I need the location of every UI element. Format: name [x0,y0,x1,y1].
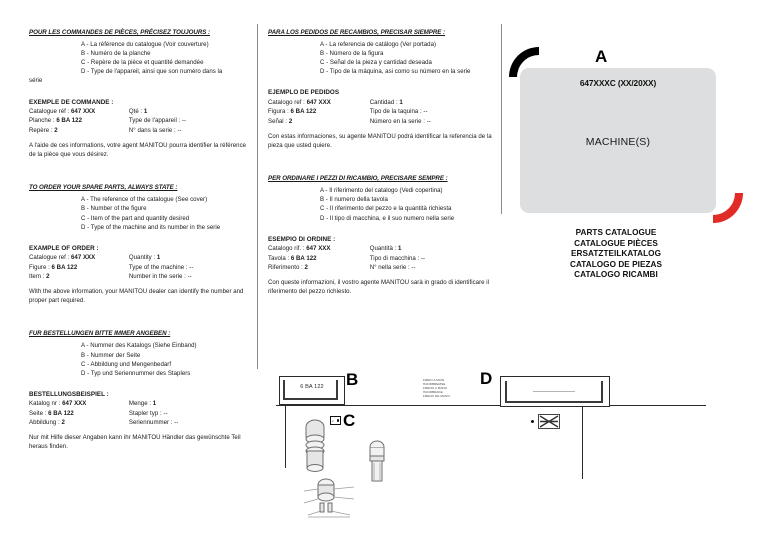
table-cell [268,254,370,263]
cell-value: 1 [143,108,148,116]
part-illustration-right-upper [300,413,330,478]
order-item: C - Abbildung und Mengenbedarf [81,360,172,368]
brake-caption-line: FRENO A MANO [423,386,448,391]
table-cell [29,409,129,418]
cell-label: Stapler typ : [128,409,162,417]
instructions-block-german [29,329,251,451]
cell-value: 647 XXX [306,99,331,107]
table-row [29,272,251,281]
instructions-block-french [29,28,251,159]
example-heading-spanish: EJEMPLO DE PEDIDOS [268,89,340,97]
cell-value: -- [423,108,428,116]
table-row [268,98,494,107]
cell-value: -- [421,254,426,262]
cell-value: 2 [304,263,308,271]
table-cell [129,399,251,408]
table-row [29,418,251,427]
column-divider-left [257,24,258,369]
crossed-box-icon [539,415,559,428]
order-item: D - Type of the machine and its number in the serie [81,223,221,231]
figure-number-text: 6 BA 122 [300,384,324,390]
order-item: D - Typ und Seriennummer des Staplers [81,369,191,377]
order-item: B - Number of the figure [81,205,147,213]
callout-letter-d: D [480,369,493,388]
order-heading-german: FUR BESTELLUNGEN BITTE IMMER ANGEBEN : [29,330,171,338]
table-row [268,117,494,126]
closing-text-german: Nur mit Hilfe dieser Angaben kann ihr MANITOU Händler das gewünschte Teil heraus finden. [29,434,241,451]
callout-letter-a: A [595,47,608,66]
cell-label: Catalogo ref : [268,99,305,107]
order-item: A - The reference of the catalogue (See cover) [81,196,208,204]
machine-label-text: MACHINE(S) [585,136,651,148]
machine-type-box [500,376,610,407]
brake-caption-line: FRENO DE MANO [423,394,450,399]
cell-label: Item : [29,272,45,280]
machine-reference-text: 647XXXC (XX/20XX) [579,78,657,88]
cell-value: -- [187,272,192,280]
diagram-vertical-rule-left [285,405,286,468]
table-cell [268,244,370,253]
table-cell [29,107,129,116]
brake-caption-line: FREIN A MAIN [423,378,445,382]
part-drawing-exploded-icon [298,475,368,521]
example-heading-french: EXEMPLE DE COMMANDE : [29,98,114,106]
order-item: A - La référence du catalogue (Voir couverture) [81,41,209,49]
column-divider-right [501,24,502,214]
table-row [29,399,251,408]
catalogue-titles [507,228,725,281]
machine-type-box-inner [505,381,603,403]
order-item: C - Il riferimento del pezzo e la quantità richiesta [320,205,452,213]
table-cell [129,126,251,135]
cell-value: 647 XXX [71,254,96,262]
cell-value: 647 XXX [71,108,96,116]
table-cell [129,253,251,262]
order-item: C - Item of the part and quantity desired [81,214,190,222]
order-item: A - Il riferimento del catalogo (Vedi copertina) [320,187,443,195]
table-row [268,263,494,272]
cell-label: Qté : [128,108,143,116]
instructions-block-spanish [268,28,494,150]
table-row [29,116,251,125]
cell-label: Catalogue réf : [29,108,70,116]
callout-letter-c: C [343,411,356,430]
table-cell [268,98,370,107]
order-item: D - Tipo de la máquina, asi como su número en la serie [320,68,471,76]
order-heading-italian: PER ORDINARE I PEZZI DI RICAMBIO, PRECISARE SEMPRE : [268,175,448,183]
cell-value: 647 XXX [306,245,331,253]
table-cell [29,418,129,427]
cell-value: 1 [399,99,403,107]
table-cell [268,263,370,272]
cell-value: 647 XXX [62,400,87,408]
cell-label: Catalogue ref : [29,254,70,262]
instructions-column-left [29,28,251,459]
cell-value: 6 BA 122 [51,263,78,271]
closing-text-english: With the above information, your MANITOU dealer can identify the number and proper part required. [29,288,244,305]
table-row [268,244,494,253]
table-row [29,263,251,272]
cell-label: Catalogo rif. : [268,245,305,253]
order-items-english [29,195,251,231]
closing-text-spanish: Con estas informaciones, su agente MANITOU podrá identificar la referencia de la pieza que usted quiere. [268,132,492,150]
table-cell [129,107,251,116]
example-table-french [29,107,251,135]
order-items-french [29,40,251,76]
diagram-horizontal-rule [276,405,706,406]
example-heading-german: BESTELLUNGSBEISPIEL : [29,390,109,398]
table-cell [29,126,129,135]
cell-value: 1 [156,254,161,262]
table-cell [29,399,129,408]
cell-label: Número en la serie : [369,117,425,125]
order-heading-spanish: PARA LOS PEDIDOS DE RECAMBIOS, PRECISAR SIEMPRE : [268,29,446,36]
brake-caption [423,378,450,398]
table-row [268,254,494,263]
cell-label: Number in the serie : [128,272,186,280]
cell-label: Riferimento : [268,263,303,271]
cell-value: 6 BA 122 [290,108,317,116]
part-illustration-right-lower [298,475,368,526]
item-marker-dot-icon [337,419,340,422]
table-row [29,409,251,418]
cell-value: 1 [398,245,402,253]
table-cell [129,418,251,427]
cell-label: Quantità : [369,245,397,253]
cell-label: Type of the machine : [128,263,188,271]
cell-value: 2 [288,117,293,125]
order-heading-english: TO ORDER YOUR SPARE PARTS, ALWAYS STATE : [29,184,178,192]
table-cell [268,117,370,126]
cell-value: -- [411,263,416,271]
cell-label: Figure : [29,263,50,271]
cell-label: Planche : [29,117,55,125]
cell-value: 6 BA 122 [290,254,317,262]
order-item: B - Número de la figura [320,50,384,58]
cell-label: N° nella serie : [369,263,410,271]
order-heading-french: POUR LES COMMANDES DE PIÈCES, PRÉCISEZ TOUJOURS : [29,29,211,36]
table-cell [370,244,494,253]
table-row [29,253,251,262]
instructions-block-italian [268,174,494,296]
table-row [29,107,251,116]
cell-label: N° dans la serie : [128,126,176,134]
catalogue-title-line: CATALOGO RICAMBI [574,270,658,280]
cell-value: -- [426,117,431,125]
cell-value: 2 [54,126,58,134]
reference-dot-icon [531,420,534,423]
cell-value: 2 [61,419,65,427]
table-cell [29,272,129,281]
machine-type-placeholder-line [533,391,575,392]
cell-label: Cantidad : [369,99,398,107]
cell-label: Señal : [268,117,288,125]
order-item: A - Nummer des Katalogs (Siehe Einband) [81,342,197,350]
instructions-block-english [29,183,251,305]
technical-diagram-sample [276,369,706,535]
closing-text-french: A l'aide de ces informations, votre agent MANITOU pourra identifier la référence de la pièce que vous désirez. [29,142,247,159]
table-cell [29,263,129,272]
example-table-english [29,253,251,281]
order-item: A - La referencia de catálogo (Ver portada) [320,41,437,49]
table-cell [370,254,494,263]
order-items-spanish [268,40,494,76]
cell-value: -- [177,126,182,134]
order-item-continuation: série [29,77,43,85]
order-item: B - Il numero della tavola [320,196,388,204]
cell-label: Seriennummer : [128,419,173,427]
table-cell [129,116,251,125]
cell-value: -- [181,117,187,125]
cell-label: Quantity : [128,254,156,262]
table-row [268,107,494,116]
table-cell [370,107,494,116]
table-cell [370,263,494,272]
cell-value: 2 [46,272,50,280]
table-cell [268,107,370,116]
table-cell [370,98,494,107]
cover-branding-panel [507,30,762,295]
cell-value: -- [189,263,194,271]
brake-caption-line: HANDBRAKE [423,390,443,395]
example-heading-english: EXAMPLE OF ORDER : [29,244,99,252]
diagram-vertical-rule-right [582,405,583,479]
cell-label: Katalog nr : [29,400,61,408]
item-marker-number: 2 [332,419,334,423]
example-table-italian [268,244,494,272]
table-cell [129,409,251,418]
part-drawing-cylinder-icon [300,413,330,473]
brake-caption-line: HANDBREMSE [423,382,446,387]
order-item: B - Nummer der Seite [81,351,141,359]
catalogue-title-line: CATALOGO DE PIEZAS [569,259,663,269]
table-cell [370,117,494,126]
table-row [29,126,251,135]
table-cell [29,253,129,262]
cell-value: 1 [152,400,157,408]
cell-label: Tavola : [268,254,290,262]
order-items-italian [268,186,494,222]
item-marker-box [330,416,341,425]
table-cell [129,272,251,281]
cell-value: 6 BA 122 [48,409,74,417]
cell-label: Figura : [268,108,289,116]
cell-label: Tipo di macchina : [369,254,420,262]
callout-letter-b: B [346,370,359,389]
catalogue-title-line: CATALOGUE PIÈCES [574,238,658,248]
table-cell [129,263,251,272]
cell-value: -- [163,409,168,417]
cell-label: Repère : [29,126,53,134]
example-table-german [29,399,251,427]
order-item: B - Numéro de la planche [81,50,151,58]
cell-value: -- [174,419,179,427]
cell-label: Menge : [128,400,152,408]
order-item: D - Type de l'appareil, ainsi que son numéro dans la [81,68,223,76]
order-items-german [29,341,251,377]
table-cell [29,116,129,125]
cell-label: Tipo de la taquina : [369,108,422,116]
instructions-column-middle [268,28,494,303]
machine-image-placeholder [520,68,716,213]
catalogue-title-line: PARTS CATALOGUE [575,228,657,237]
example-table-spanish [268,98,494,126]
cell-label: Type de l'appareil : [128,117,181,125]
order-item: C - Repère de la pièce et quantité demandée [81,59,204,67]
cell-label: Abbildung : [29,419,60,427]
closing-text-italian: Con queste informazioni, il vostro agente MANITOU sarà in grado di identificare il riferimento del pezzo richiesto. [268,279,490,296]
cell-label: Seite : [29,409,47,417]
example-heading-italian: ESEMPIO DI ORDINE : [268,235,336,243]
corner-arc-red-icon [713,193,743,223]
figure-number-box-inner [283,380,338,400]
figure-number-box [279,376,345,405]
order-item: C - Señal de la pieza y cantidad deseada [320,59,432,67]
crossed-out-icon [538,414,560,429]
catalogue-title-line: ERSATZTEILKATALOG [571,249,661,259]
order-item: D - Il tipo di macchina, e il suo numero nella serie [320,214,455,222]
cell-value: 6 BA 122 [56,117,82,125]
